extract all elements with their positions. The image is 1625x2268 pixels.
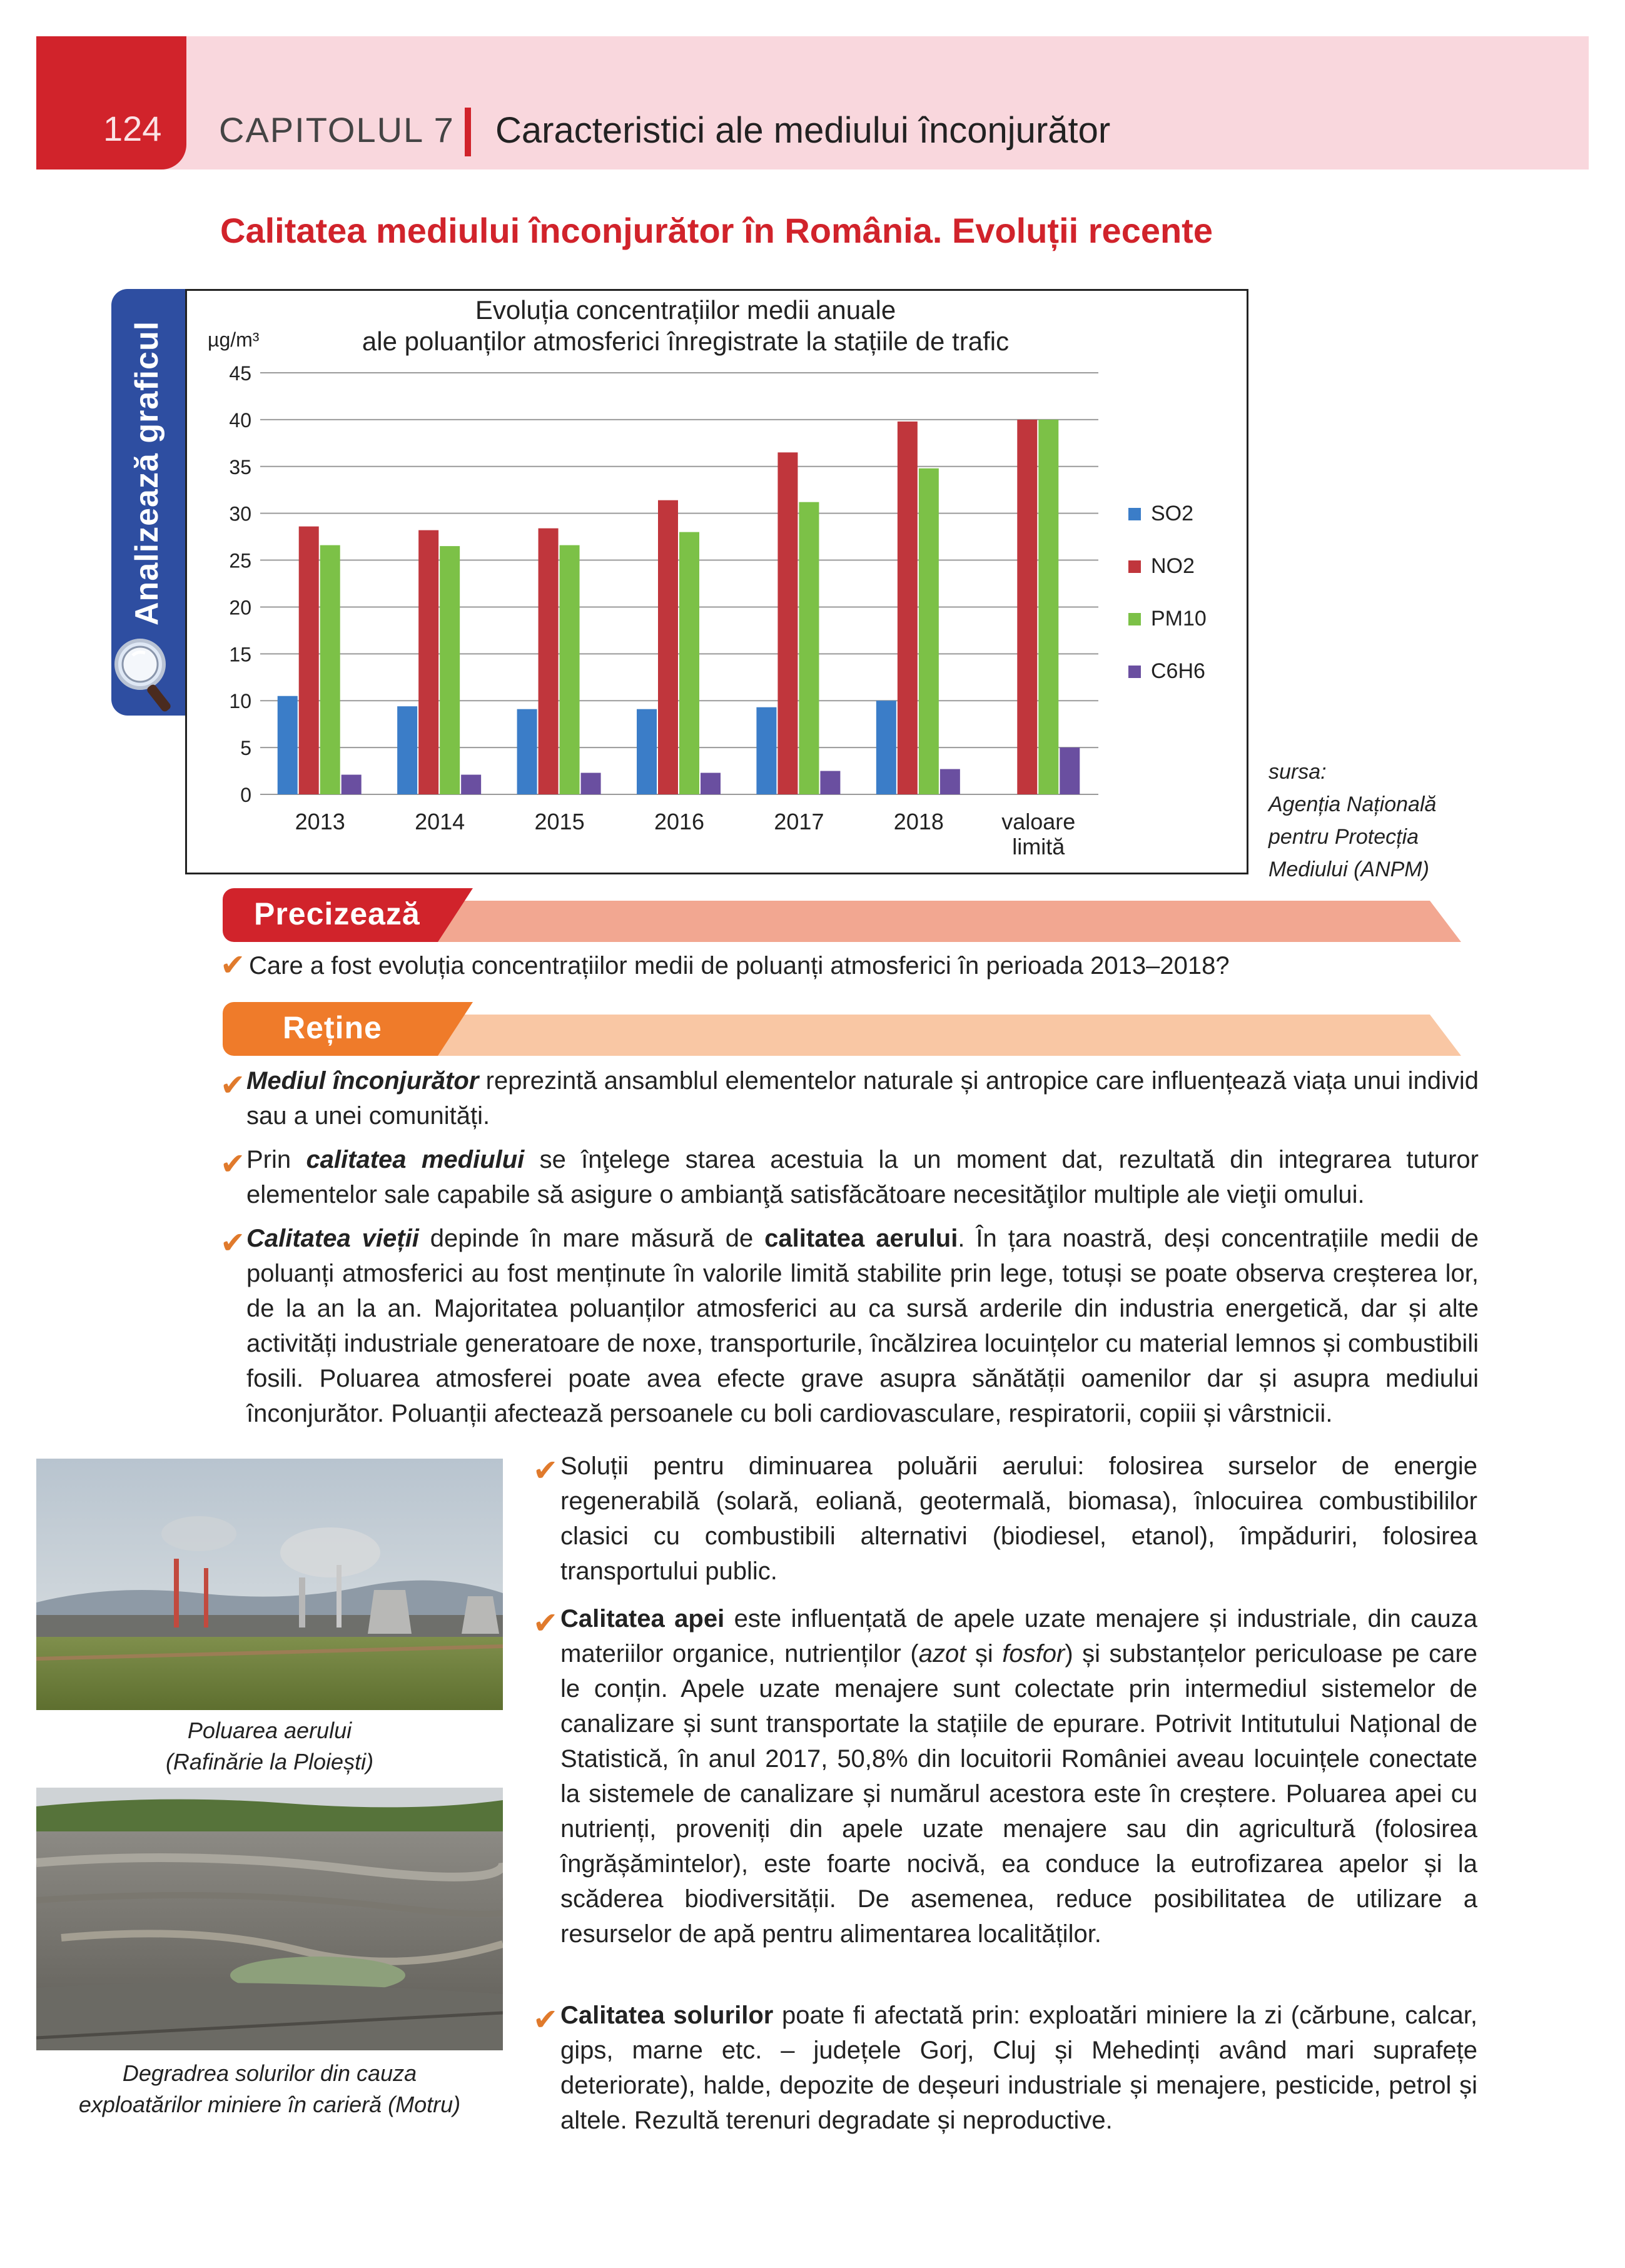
mine-quarry-photo bbox=[36, 1788, 503, 2050]
y-tick-label: 5 bbox=[240, 737, 251, 760]
bar-c6h6-2 bbox=[581, 773, 601, 794]
x-tick-label: limită bbox=[1012, 834, 1065, 859]
bar-c6h6-0 bbox=[342, 775, 362, 794]
bar-so2-2 bbox=[517, 709, 537, 794]
y-axis-unit: µg/m³ bbox=[208, 328, 260, 351]
source-note bbox=[1268, 756, 1506, 886]
legend-label-c6h6: C6H6 bbox=[1151, 659, 1205, 683]
term-soil-quality: Calitatea solurilor bbox=[560, 2002, 774, 2029]
bar-no2-3 bbox=[658, 500, 678, 794]
y-tick-label: 10 bbox=[229, 690, 251, 713]
bullet-environment-quality bbox=[246, 1142, 1479, 1212]
check-icon: ✔ bbox=[533, 1454, 559, 1487]
bar-pm10-1 bbox=[440, 546, 460, 794]
retine-label: Reține bbox=[283, 1010, 382, 1045]
bar-c6h6-1 bbox=[461, 775, 481, 794]
term-air-quality: calitatea aerului bbox=[764, 1225, 958, 1252]
y-tick-label: 35 bbox=[229, 455, 251, 478]
bar-so2-1 bbox=[397, 706, 417, 794]
bar-so2-3 bbox=[637, 709, 657, 794]
check-icon: ✔ bbox=[220, 949, 246, 982]
caption-line: exploatărilor miniere în carieră (Motru) bbox=[78, 2092, 461, 2117]
refinery-photo bbox=[36, 1459, 503, 1710]
x-tick-label: 2015 bbox=[534, 809, 585, 834]
precizeaza-question: Care a fost evoluția concentrațiilor medii de poluanți atmosferici în perioada 2013–2018? bbox=[249, 952, 1230, 980]
precizeaza-banner bbox=[223, 888, 1474, 942]
chart-title-line: Evoluția concentrațiilor medii anuale bbox=[475, 295, 896, 325]
x-tick-label: 2016 bbox=[654, 809, 705, 834]
bullet-air-solutions: Soluții pentru diminuarea poluării aerului: folosirea surselor de energie regenerabilă (solară, eoliană, geotermală, biomasa), înlocuirea combustibililor clasici cu combustibili alternativi (biodiesel, etanol), împăduriri, folosirea transportului public. bbox=[560, 1452, 1477, 1585]
term-fosfor: fosfor bbox=[1002, 1640, 1065, 1668]
y-tick-label: 30 bbox=[229, 502, 251, 525]
y-tick-label: 20 bbox=[229, 596, 251, 619]
caption-line: Poluarea aerului bbox=[187, 1718, 352, 1743]
check-icon: ✔ bbox=[220, 1227, 246, 1260]
term-environment: Mediul înconjurător bbox=[246, 1067, 479, 1095]
bar-pm10-6 bbox=[1038, 420, 1058, 794]
bar-no2-0 bbox=[299, 527, 319, 794]
x-tick-label: 2013 bbox=[295, 809, 345, 834]
bullet-water-quality bbox=[560, 1601, 1477, 1952]
bullet-text: depinde în mare măsură de bbox=[418, 1225, 765, 1252]
chapter-title: Caracteristici ale mediului înconjurător bbox=[495, 110, 1111, 151]
bar-so2-4 bbox=[756, 707, 776, 794]
bar-no2-4 bbox=[777, 452, 797, 794]
header-divider bbox=[465, 108, 471, 156]
legend-swatch-no2 bbox=[1128, 560, 1141, 573]
bar-no2-1 bbox=[418, 530, 438, 794]
caption-line: (Rafinărie la Ploiești) bbox=[165, 1749, 374, 1774]
legend-swatch-pm10 bbox=[1128, 613, 1141, 625]
bullet-soil-quality bbox=[560, 1998, 1477, 2138]
bar-no2-2 bbox=[539, 529, 559, 794]
check-icon: ✔ bbox=[533, 1607, 559, 1640]
caption-line: Degradrea solurilor din cauza bbox=[122, 2060, 417, 2086]
refinery-caption bbox=[36, 1715, 503, 1778]
bar-pm10-4 bbox=[799, 502, 819, 794]
bullet-life-quality bbox=[246, 1221, 1479, 1431]
analyze-graph-label: Analizează graficul bbox=[129, 320, 165, 625]
bar-so2-0 bbox=[278, 696, 298, 794]
y-tick-label: 45 bbox=[229, 362, 251, 385]
page-number-tab bbox=[36, 36, 186, 170]
bullet-text: poate fi afectată prin: exploatări miniere la zi (cărbune, calcar, gips, marne etc. – județele Gorj, Cluj și Mehedinți având mari suprafețe deteriorate), halde, depozite de deșeuri industriale și menajere, pesticide, petrol și altele. Rezultă terenuri degradate și neproductive. bbox=[560, 2002, 1477, 2134]
y-tick-label: 40 bbox=[229, 408, 251, 432]
check-icon: ✔ bbox=[220, 1069, 246, 1102]
legend-label-no2: NO2 bbox=[1151, 554, 1195, 578]
bar-pm10-5 bbox=[919, 468, 939, 794]
bar-pm10-2 bbox=[560, 545, 580, 794]
legend-swatch-c6h6 bbox=[1128, 666, 1141, 678]
source-note-line: sursa: bbox=[1268, 760, 1327, 784]
term-environment-quality: calitatea mediului bbox=[306, 1146, 525, 1173]
check-icon: ✔ bbox=[220, 1148, 246, 1181]
bar-pm10-3 bbox=[679, 532, 699, 794]
bar-pm10-0 bbox=[320, 545, 340, 794]
term-life-quality: Calitatea vieții bbox=[246, 1225, 419, 1252]
bar-c6h6-6 bbox=[1060, 747, 1080, 794]
bar-no2-5 bbox=[898, 422, 918, 794]
pollutant-bar-chart bbox=[185, 289, 1248, 874]
bullet-text: și bbox=[966, 1640, 1003, 1668]
chapter-label: CAPITOLUL 7 bbox=[219, 110, 455, 149]
y-tick-label: 25 bbox=[229, 549, 251, 572]
section-title: Calitatea mediului înconjurător în România. Evoluții recente bbox=[220, 211, 1213, 250]
magnifier-icon bbox=[110, 632, 179, 719]
bar-c6h6-3 bbox=[701, 773, 721, 794]
chart-title-line: ale poluanților atmosferici înregistrate la stațiile de trafic bbox=[362, 327, 1010, 356]
legend-swatch-so2 bbox=[1128, 508, 1141, 520]
source-note-line: Agenția Națională bbox=[1268, 792, 1437, 816]
term-water-quality: Calitatea apei bbox=[560, 1605, 725, 1633]
precizeaza-label: Precizează bbox=[254, 896, 420, 931]
retine-banner bbox=[223, 1002, 1474, 1056]
check-icon: ✔ bbox=[533, 2003, 559, 2037]
bullet-text: reprezintă ansamblul elementelor naturale și antropice care influențează viața unui individ sau a unei comunități. bbox=[246, 1067, 1479, 1130]
source-note-line: Mediului (ANPM) bbox=[1268, 858, 1429, 881]
x-tick-label: 2018 bbox=[893, 809, 944, 834]
bar-c6h6-5 bbox=[940, 769, 960, 794]
page-number: 124 bbox=[103, 109, 162, 148]
bullet-text: se înţelege starea acestuia la un moment dat, rezultată din integrarea tuturor elementelor sale capabile să asigure o ambianţă satisfăcătoare necesităţilor multiple ale vieţii omului. bbox=[246, 1146, 1479, 1208]
term-azot: azot bbox=[918, 1640, 966, 1668]
legend-label-so2: SO2 bbox=[1151, 502, 1194, 525]
bullet-text: . În țara noastră, deși concentrațiile medii de poluanți atmosferici au fost menținute în valorile limită stabilite prin lege, totuși se poate observa creșterea lor, de la an la an. Majoritatea poluanților atmosferici au ca sursă arderile din industria energetică, dar și alte activități industriale generatoare de noxe, transporturile, încălzirea locuințelor cu material lemnos și combustibili fosili. Poluarea atmosferei poate avea efecte grave asupra sănătății oamenilor dar și asupra mediului înconjurător. Poluanții afectează persoanele cu boli cardiovasculare, respiratorii, copiii și vârstnicii. bbox=[246, 1225, 1479, 1427]
bullet-text: Prin bbox=[246, 1146, 306, 1173]
legend-label-pm10: PM10 bbox=[1151, 607, 1207, 630]
x-tick-label: 2014 bbox=[415, 809, 465, 834]
mine-caption bbox=[36, 2058, 503, 2120]
bullet-environment bbox=[246, 1063, 1479, 1133]
bullet-text: ) și substanțelor periculoase pe care le conțin. Apele uzate menajere sunt colectate prin intermediul sistemelor de canalizare și sunt transportate la stațiile de epurare. Potrivit Intitutului Național de Statistică, în anul 2017, 50,8% din locuitorii României aveau locuințele conectate la sistemele de canalizare și numărul acestora este în creștere. Poluarea apei cu nutrienți, proveniți din apele uzate menajere sau din agricultură (folosirea îngrășămintelor), este foarte nocivă, ea conduce la eutrofizarea apelor și la scăderea biodiversității. De asemenea, reduce posibilitatea de utilizare a resurselor de apă pentru alimentarea localităților. bbox=[560, 1640, 1477, 1948]
x-tick-label: valoare bbox=[1001, 809, 1076, 834]
y-tick-label: 15 bbox=[229, 643, 251, 666]
x-tick-label: 2017 bbox=[774, 809, 824, 834]
bar-so2-5 bbox=[876, 701, 896, 794]
bar-no2-6 bbox=[1017, 420, 1037, 794]
y-tick-label: 0 bbox=[240, 784, 251, 806]
source-note-line: pentru Protecția bbox=[1268, 825, 1419, 849]
bullet-text: este influențată de apele uzate menajere și industriale, din cauza materiilor organice, nutrienților ( bbox=[560, 1605, 1477, 1668]
bar-c6h6-4 bbox=[820, 771, 840, 794]
